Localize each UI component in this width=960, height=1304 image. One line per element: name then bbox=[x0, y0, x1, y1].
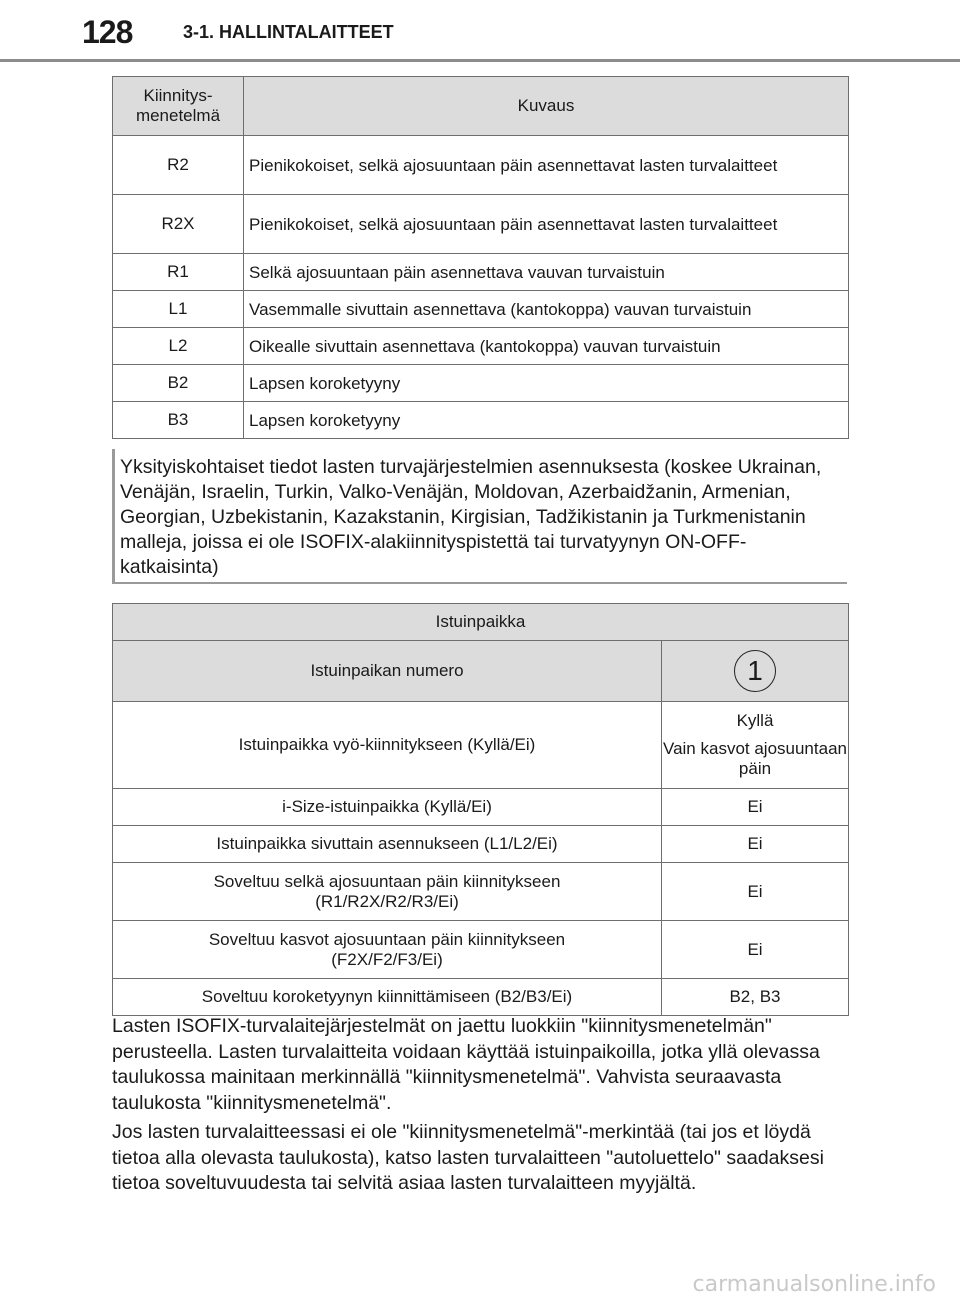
row-value: Ei bbox=[662, 789, 849, 826]
seat-number-badge: 1 bbox=[734, 650, 776, 692]
table-row bbox=[113, 328, 849, 365]
description-cell: Lapsen koroketyyny bbox=[244, 402, 849, 439]
method-cell: B3 bbox=[113, 402, 244, 439]
description-cell: Lapsen koroketyyny bbox=[244, 365, 849, 402]
row-value bbox=[662, 702, 849, 789]
column-header-method: Kiinnitys- menetelmä bbox=[113, 77, 244, 136]
description-cell: Vasemmalle sivuttain asennettava (kantokoppa) vauvan turvaistuin bbox=[244, 291, 849, 328]
header-divider bbox=[0, 59, 960, 62]
row-value: B2, B3 bbox=[662, 979, 849, 1016]
row-value-main: Kyllä bbox=[736, 711, 774, 730]
seat-number-label: Istuinpaikan numero bbox=[113, 641, 662, 702]
method-cell: R1 bbox=[113, 254, 244, 291]
row-value: Ei bbox=[662, 921, 849, 979]
table-row bbox=[113, 254, 849, 291]
table-row bbox=[113, 826, 849, 863]
note-text: Yksityiskohtaiset tiedot lasten turvajärjestelmien asennuksesta (koskee Ukrainan, Venäjän, Israelin, Turkin, Valko-Venäjän, Moldovan, Azerbaidžanin, Armenian, Georgian, Uzbekistanin, Kazakstanin, Kirgisian, Tadžikistanin ja Turkmenistanin malleja, joissa ei ole ISOFIX-alakiinnityspistettä tai turvatyynyn ON-OFF-katkaisinta) bbox=[120, 456, 822, 578]
method-cell: B2 bbox=[113, 365, 244, 402]
note-box bbox=[112, 449, 842, 579]
table-row bbox=[113, 702, 849, 789]
table-header-row bbox=[113, 641, 849, 702]
row-label: Soveltuu selkä ajosuuntaan päin kiinnitykseen (R1/R2X/R2/R3/Ei) bbox=[113, 863, 662, 921]
method-cell: L1 bbox=[113, 291, 244, 328]
method-cell: L2 bbox=[113, 328, 244, 365]
description-cell: Oikealle sivuttain asennettava (kantokoppa) vauvan turvaistuin bbox=[244, 328, 849, 365]
column-header-description: Kuvaus bbox=[244, 77, 849, 136]
description-cell: Pienikokoiset, selkä ajosuuntaan päin asennettavat lasten turvalaitteet bbox=[244, 136, 849, 195]
row-label: Istuinpaikka sivuttain asennukseen (L1/L2/Ei) bbox=[113, 826, 662, 863]
table-row bbox=[113, 195, 849, 254]
description-cell: Pienikokoiset, selkä ajosuuntaan päin asennettavat lasten turvalaitteet bbox=[244, 195, 849, 254]
table-row bbox=[113, 291, 849, 328]
method-cell: R2 bbox=[113, 136, 244, 195]
seat-number-cell bbox=[662, 641, 849, 702]
table-header-row bbox=[113, 77, 849, 136]
table-row bbox=[113, 402, 849, 439]
attachment-method-table bbox=[112, 76, 849, 439]
table-row bbox=[113, 921, 849, 979]
row-label: Istuinpaikka vyö-kiinnitykseen (Kyllä/Ei) bbox=[113, 702, 662, 789]
description-cell: Selkä ajosuuntaan päin asennettava vauvan turvaistuin bbox=[244, 254, 849, 291]
table-row bbox=[113, 365, 849, 402]
row-label: Soveltuu kasvot ajosuuntaan päin kiinnitykseen (F2X/F2/F3/Ei) bbox=[113, 921, 662, 979]
method-cell: R2X bbox=[113, 195, 244, 254]
table-header-row bbox=[113, 604, 849, 641]
row-value: Ei bbox=[662, 863, 849, 921]
row-label: i-Size-istuinpaikka (Kyllä/Ei) bbox=[113, 789, 662, 826]
body-paragraph-1: Lasten ISOFIX-turvalaitejärjestelmät on jaettu luokkiin "kiinnitysmenetelmän" perusteella. Lasten turvalaitteita voidaan käyttää istuinpaikoilla, jotka yllä olevassa taulukossa mainitaan merkinnällä "kiinnitysmenetelmä". Vahvista seuraavasta taulukosta "kiinnitysmenetelmä". bbox=[112, 1015, 820, 1115]
seating-position-table bbox=[112, 603, 849, 1016]
body-paragraph-2: Jos lasten turvalaitteessasi ei ole "kiinnitysmenetelmä"-merkintää (tai jos et löydä tietoa alla olevasta taulukosta), katso lasten turvalaitteen "autoluettelo" saadaksesi tietoa soveltuvuudesta tai selvitä asiaa lasten turvalaitteen myyjältä. bbox=[112, 1121, 824, 1195]
note-bottom-rule bbox=[112, 582, 847, 584]
note-left-rule bbox=[112, 449, 115, 582]
row-label: Soveltuu koroketyynyn kiinnittämiseen (B2/B3/Ei) bbox=[113, 979, 662, 1016]
row-value-sub: Vain kasvot ajosuuntaan päin bbox=[663, 739, 847, 778]
chapter-title: 3-1. HALLINTALAITTEET bbox=[183, 22, 394, 42]
table-row bbox=[113, 789, 849, 826]
seating-position-header: Istuinpaikka bbox=[113, 604, 849, 641]
watermark: carmanualsonline.info bbox=[692, 1272, 936, 1297]
table-row bbox=[113, 136, 849, 195]
table-row bbox=[113, 863, 849, 921]
page-header bbox=[0, 0, 960, 62]
row-value: Ei bbox=[662, 826, 849, 863]
table-row bbox=[113, 979, 849, 1016]
page-number: 128 bbox=[82, 14, 133, 50]
